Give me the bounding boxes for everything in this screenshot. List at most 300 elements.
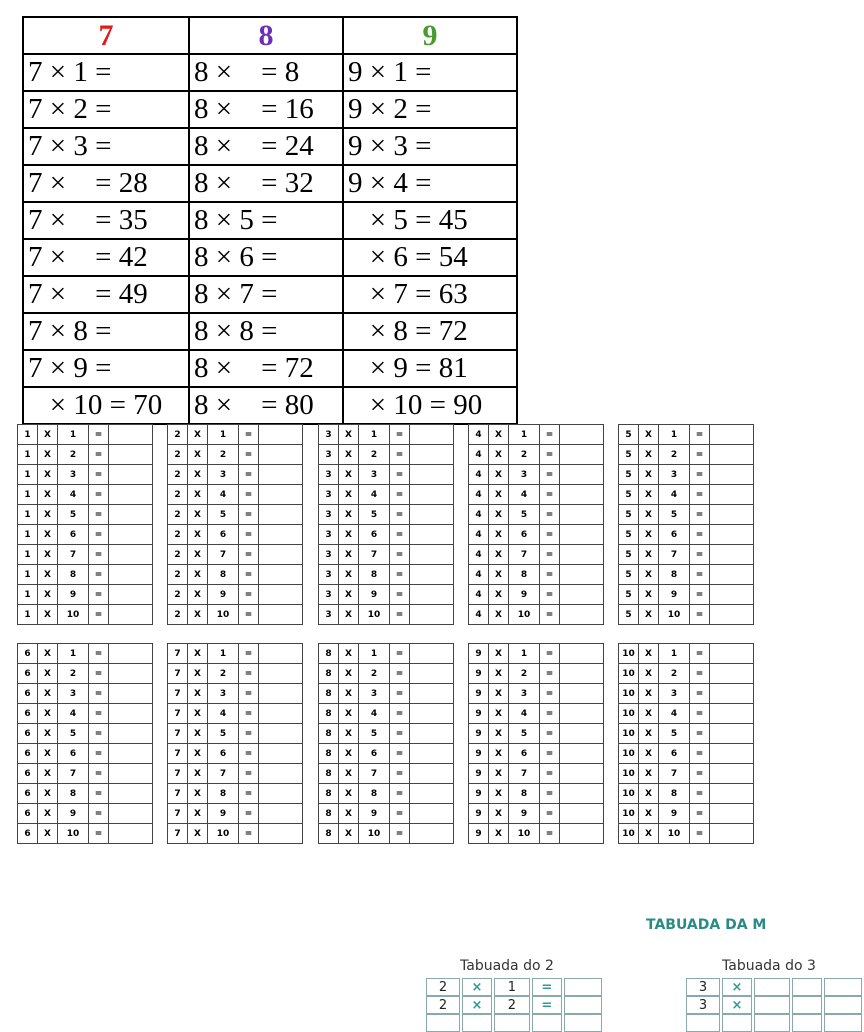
mini-cell-number: 2 — [168, 585, 188, 605]
mini-cell-answer[interactable] — [410, 784, 454, 804]
mini-cell-answer[interactable] — [259, 684, 303, 704]
mini-cell-multiplier: 3 — [208, 684, 239, 704]
mini-table-7 — [167, 643, 303, 844]
mini-cell-answer[interactable] — [259, 485, 303, 505]
mini-cell-answer[interactable] — [560, 724, 604, 744]
mini-table-row — [319, 784, 454, 804]
mini-cell-answer[interactable] — [259, 724, 303, 744]
top-table-cell: 8 × 7 = — [189, 276, 343, 313]
mini-cell-answer[interactable] — [410, 525, 454, 545]
mini-cell-multiplier: 9 — [509, 804, 540, 824]
mini-cell-answer[interactable] — [560, 804, 604, 824]
mini-cell-operator: X — [639, 724, 659, 744]
mini-cell-answer[interactable] — [410, 724, 454, 744]
mini-cell-answer[interactable] — [410, 764, 454, 784]
mini-cell-equals: = — [239, 664, 259, 684]
mini-cell-equals: = — [540, 804, 560, 824]
mini-table-row — [619, 764, 754, 784]
top-table-cell: 7 × 3 = — [23, 128, 189, 165]
top-table-row — [23, 239, 517, 276]
mini-cell-equals: = — [540, 744, 560, 764]
mini-cell-multiplier: 4 — [359, 485, 390, 505]
mini-cell-multiplier: 8 — [58, 784, 89, 804]
mini-table-row — [168, 425, 303, 445]
mini-cell-operator: X — [38, 465, 58, 485]
mini-cell-answer[interactable] — [259, 704, 303, 724]
mini-cell-operator: X — [38, 425, 58, 445]
mini-cell-answer[interactable] — [109, 664, 153, 684]
tabuada-number: 3 — [686, 996, 720, 1014]
mini-cell-answer[interactable] — [410, 565, 454, 585]
mini-cell-equals: = — [239, 804, 259, 824]
mini-cell-answer[interactable] — [710, 445, 754, 465]
tabuada-answer[interactable] — [564, 1014, 602, 1032]
mini-cell-multiplier: 7 — [509, 545, 540, 565]
mini-cell-answer[interactable] — [410, 445, 454, 465]
mini-cell-answer[interactable] — [710, 764, 754, 784]
mini-cell-multiplier: 9 — [58, 585, 89, 605]
top-table-cell: 9 × 3 = — [343, 128, 517, 165]
mini-cell-operator: X — [188, 445, 208, 465]
tabuada-equals — [792, 978, 822, 996]
mini-cell-answer[interactable] — [710, 425, 754, 445]
mini-cell-operator: X — [38, 565, 58, 585]
mini-table-row — [168, 744, 303, 764]
mini-cell-answer[interactable] — [410, 465, 454, 485]
mini-cell-answer[interactable] — [259, 565, 303, 585]
mini-table-row — [18, 704, 153, 724]
mini-cell-multiplier: 4 — [208, 704, 239, 724]
mini-cell-equals: = — [390, 605, 410, 625]
tabuada-multiplier — [754, 996, 790, 1014]
tabuada-row — [686, 1014, 862, 1032]
mini-cell-number: 9 — [469, 804, 489, 824]
mini-cell-equals: = — [390, 445, 410, 465]
mini-cell-multiplier: 6 — [509, 744, 540, 764]
mini-cell-multiplier: 1 — [359, 425, 390, 445]
mini-cell-answer[interactable] — [259, 664, 303, 684]
mini-cell-multiplier: 7 — [659, 545, 690, 565]
mini-cell-equals: = — [690, 784, 710, 804]
top-table-row — [23, 91, 517, 128]
mini-cell-answer[interactable] — [259, 545, 303, 565]
mini-cell-answer[interactable] — [710, 684, 754, 704]
mini-cell-operator: X — [38, 545, 58, 565]
mini-cell-number: 5 — [619, 465, 639, 485]
mini-cell-equals: = — [690, 764, 710, 784]
mini-cell-number: 1 — [18, 525, 38, 545]
mini-cell-number: 4 — [469, 565, 489, 585]
mini-cell-answer[interactable] — [560, 585, 604, 605]
mini-cell-operator: X — [489, 704, 509, 724]
mini-table-8 — [318, 643, 454, 844]
mini-cell-multiplier: 5 — [58, 724, 89, 744]
mini-cell-answer[interactable] — [560, 664, 604, 684]
mini-cell-operator: X — [489, 485, 509, 505]
mini-cell-answer[interactable] — [710, 784, 754, 804]
mini-cell-number: 8 — [319, 824, 339, 844]
mini-cell-answer[interactable] — [560, 784, 604, 804]
mini-cell-answer[interactable] — [710, 664, 754, 684]
top-table-row — [23, 313, 517, 350]
mini-cell-answer[interactable] — [710, 485, 754, 505]
mini-table-row — [619, 644, 754, 664]
mini-cell-number: 5 — [619, 545, 639, 565]
mini-cell-equals: = — [540, 724, 560, 744]
mini-table-row — [469, 605, 604, 625]
mini-cell-multiplier: 7 — [359, 764, 390, 784]
mini-cell-answer[interactable] — [410, 644, 454, 664]
mini-cell-answer[interactable] — [560, 565, 604, 585]
mini-cell-number: 2 — [168, 605, 188, 625]
mini-cell-number: 1 — [18, 565, 38, 585]
mini-cell-multiplier: 5 — [359, 724, 390, 744]
mini-cell-operator: X — [38, 684, 58, 704]
mini-cell-operator: X — [639, 545, 659, 565]
mini-cell-answer[interactable] — [560, 505, 604, 525]
mini-cell-multiplier: 9 — [208, 585, 239, 605]
mini-cell-equals: = — [690, 724, 710, 744]
tabuada-row — [426, 978, 602, 996]
mini-cell-answer[interactable] — [259, 525, 303, 545]
mini-cell-multiplier: 1 — [58, 644, 89, 664]
tabuada-equals: = — [532, 978, 562, 996]
mini-cell-number: 6 — [18, 724, 38, 744]
mini-cell-answer[interactable] — [410, 824, 454, 844]
mini-table-row — [619, 684, 754, 704]
mini-cell-equals: = — [540, 565, 560, 585]
mini-cell-answer[interactable] — [410, 545, 454, 565]
mini-cell-equals: = — [89, 445, 109, 465]
mini-cell-answer[interactable] — [410, 664, 454, 684]
mini-cell-answer[interactable] — [560, 605, 604, 625]
mini-table-row — [319, 644, 454, 664]
mini-cell-equals: = — [540, 445, 560, 465]
mini-cell-operator: X — [339, 425, 359, 445]
mini-table-row — [168, 724, 303, 744]
mini-cell-number: 7 — [168, 764, 188, 784]
mini-cell-answer[interactable] — [109, 585, 153, 605]
mini-cell-answer[interactable] — [410, 605, 454, 625]
mini-cell-answer[interactable] — [259, 425, 303, 445]
mini-cell-operator: X — [188, 684, 208, 704]
mini-table-row — [469, 664, 604, 684]
mini-cell-equals: = — [89, 425, 109, 445]
mini-cell-equals: = — [690, 445, 710, 465]
mini-cell-equals: = — [690, 465, 710, 485]
mini-cell-answer[interactable] — [410, 505, 454, 525]
mini-table-row — [469, 724, 604, 744]
mini-cell-answer[interactable] — [109, 804, 153, 824]
mini-cell-answer[interactable] — [710, 804, 754, 824]
mini-cell-number: 9 — [469, 664, 489, 684]
mini-cell-answer[interactable] — [109, 824, 153, 844]
mini-cell-number: 10 — [619, 684, 639, 704]
top-table-cell: 8 × = 80 — [189, 387, 343, 424]
mini-cell-equals: = — [690, 644, 710, 664]
mini-cell-multiplier: 7 — [208, 764, 239, 784]
mini-cell-equals: = — [690, 704, 710, 724]
mini-cell-number: 6 — [18, 684, 38, 704]
mini-cell-operator: X — [188, 425, 208, 445]
mini-cell-answer[interactable] — [109, 605, 153, 625]
mini-cell-answer[interactable] — [560, 445, 604, 465]
mini-cell-multiplier: 10 — [509, 824, 540, 844]
mini-cell-equals: = — [540, 525, 560, 545]
mini-cell-equals: = — [390, 784, 410, 804]
top-table-cell: 7 × = 42 — [23, 239, 189, 276]
mini-cell-operator: X — [639, 664, 659, 684]
mini-cell-answer[interactable] — [109, 485, 153, 505]
mini-cell-multiplier: 3 — [509, 684, 540, 704]
mini-table-row — [168, 565, 303, 585]
mini-cell-answer[interactable] — [259, 804, 303, 824]
mini-cell-answer[interactable] — [560, 465, 604, 485]
mini-cell-answer[interactable] — [410, 684, 454, 704]
mini-cell-number: 6 — [18, 644, 38, 664]
mini-cell-multiplier: 4 — [208, 485, 239, 505]
tabuada-answer[interactable] — [564, 978, 602, 996]
mini-cell-answer[interactable] — [259, 465, 303, 485]
mini-cell-answer[interactable] — [109, 505, 153, 525]
mini-cell-multiplier: 5 — [509, 505, 540, 525]
mini-cell-answer[interactable] — [109, 744, 153, 764]
mini-cell-operator: X — [339, 565, 359, 585]
mini-cell-answer[interactable] — [560, 824, 604, 844]
tabuada-equals — [792, 1014, 822, 1032]
mini-cell-answer[interactable] — [259, 744, 303, 764]
mini-cell-answer[interactable] — [560, 525, 604, 545]
mini-cell-answer[interactable] — [259, 585, 303, 605]
mini-cell-equals: = — [540, 764, 560, 784]
mini-cell-answer[interactable] — [710, 824, 754, 844]
mini-cell-equals: = — [239, 425, 259, 445]
mini-cell-answer[interactable] — [710, 525, 754, 545]
mini-cell-number: 10 — [619, 664, 639, 684]
mini-cell-answer[interactable] — [109, 525, 153, 545]
mini-cell-answer[interactable] — [109, 704, 153, 724]
mini-cell-answer[interactable] — [259, 824, 303, 844]
mini-cell-answer[interactable] — [560, 545, 604, 565]
mini-cell-equals: = — [540, 585, 560, 605]
tabuada-answer[interactable] — [564, 996, 602, 1014]
mini-cell-number: 7 — [168, 724, 188, 744]
mini-cell-answer[interactable] — [259, 605, 303, 625]
mini-table-row — [469, 485, 604, 505]
mini-cell-answer[interactable] — [109, 465, 153, 485]
mini-table-row — [18, 764, 153, 784]
mini-cell-answer[interactable] — [710, 505, 754, 525]
mini-cell-answer[interactable] — [710, 644, 754, 664]
mini-cell-equals: = — [540, 545, 560, 565]
mini-cell-answer[interactable] — [560, 644, 604, 664]
mini-cell-multiplier: 7 — [659, 764, 690, 784]
mini-cell-operator: X — [639, 644, 659, 664]
mini-cell-number: 10 — [619, 824, 639, 844]
top-table-row — [23, 350, 517, 387]
tabuada-operator: × — [462, 996, 492, 1014]
mini-table-row — [319, 744, 454, 764]
mini-cell-answer[interactable] — [259, 784, 303, 804]
mini-cell-number: 1 — [18, 485, 38, 505]
mini-cell-number: 9 — [469, 764, 489, 784]
mini-cell-operator: X — [339, 605, 359, 625]
mini-cell-answer[interactable] — [560, 744, 604, 764]
mini-cell-answer[interactable] — [710, 744, 754, 764]
mini-cell-operator: X — [188, 585, 208, 605]
mini-table-row — [469, 804, 604, 824]
mini-cell-operator: X — [489, 804, 509, 824]
mini-cell-operator: X — [339, 664, 359, 684]
mini-cell-number: 5 — [619, 605, 639, 625]
mini-cell-answer[interactable] — [710, 545, 754, 565]
mini-cell-operator: X — [38, 445, 58, 465]
mini-cell-answer[interactable] — [560, 485, 604, 505]
top-table-cell: 9 × 4 = — [343, 165, 517, 202]
mini-table-row — [18, 505, 153, 525]
mini-table-row — [619, 744, 754, 764]
mini-cell-equals: = — [390, 664, 410, 684]
mini-cell-answer[interactable] — [560, 704, 604, 724]
mini-cell-equals: = — [540, 824, 560, 844]
mini-cell-multiplier: 10 — [659, 824, 690, 844]
mini-cell-answer[interactable] — [109, 724, 153, 744]
mini-cell-answer[interactable] — [259, 445, 303, 465]
mini-cell-answer[interactable] — [410, 585, 454, 605]
mini-cell-multiplier: 8 — [208, 784, 239, 804]
mini-cell-operator: X — [38, 525, 58, 545]
mini-table-row — [469, 565, 604, 585]
header-7: 7 — [23, 17, 189, 54]
mini-cell-answer[interactable] — [259, 644, 303, 664]
mini-cell-multiplier: 2 — [509, 445, 540, 465]
mini-cell-operator: X — [639, 505, 659, 525]
mini-cell-answer[interactable] — [109, 565, 153, 585]
mini-cell-answer[interactable] — [259, 505, 303, 525]
mini-cell-answer[interactable] — [410, 704, 454, 724]
mini-cell-answer[interactable] — [109, 784, 153, 804]
tabuada-row — [426, 1014, 602, 1032]
mini-cell-number: 3 — [319, 545, 339, 565]
mini-cell-answer[interactable] — [259, 764, 303, 784]
mini-table-row — [469, 505, 604, 525]
tabuada-operator: × — [722, 978, 752, 996]
mini-cell-number: 7 — [168, 784, 188, 804]
mini-cell-answer[interactable] — [560, 684, 604, 704]
mini-cell-multiplier: 2 — [659, 445, 690, 465]
mini-cell-answer[interactable] — [410, 744, 454, 764]
mini-cell-equals: = — [89, 684, 109, 704]
mini-cell-number: 5 — [619, 505, 639, 525]
mini-cell-equals: = — [390, 744, 410, 764]
mini-cell-number: 7 — [168, 744, 188, 764]
mini-cell-multiplier: 6 — [509, 525, 540, 545]
mini-cell-operator: X — [188, 644, 208, 664]
mini-table-row — [168, 804, 303, 824]
mini-cell-equals: = — [390, 425, 410, 445]
mini-cell-multiplier: 8 — [659, 784, 690, 804]
mini-table-9 — [468, 643, 604, 844]
mini-cell-number: 8 — [319, 784, 339, 804]
mini-cell-operator: X — [38, 605, 58, 625]
tabuada-answer[interactable] — [824, 978, 862, 996]
mini-cell-answer[interactable] — [410, 804, 454, 824]
mini-cell-equals: = — [690, 824, 710, 844]
mini-cell-equals: = — [540, 664, 560, 684]
mini-cell-answer[interactable] — [560, 764, 604, 784]
top-table-cell: 7 × 9 = — [23, 350, 189, 387]
mini-cell-answer[interactable] — [109, 545, 153, 565]
mini-cell-equals: = — [89, 724, 109, 744]
top-table-cell: 8 × 8 = — [189, 313, 343, 350]
mini-cell-answer[interactable] — [109, 644, 153, 664]
mini-cell-multiplier: 2 — [58, 664, 89, 684]
mini-cell-answer[interactable] — [710, 724, 754, 744]
mini-cell-answer[interactable] — [410, 485, 454, 505]
mini-table-row — [619, 804, 754, 824]
tabuada-answer[interactable] — [824, 1014, 862, 1032]
mini-cell-equals: = — [390, 525, 410, 545]
top-table-cell: 7 × 2 = — [23, 91, 189, 128]
tabuada-multiplier — [494, 1014, 530, 1032]
top-table-cell: 8 × 5 = — [189, 202, 343, 239]
mini-cell-answer[interactable] — [710, 465, 754, 485]
mini-cell-answer[interactable] — [109, 684, 153, 704]
mini-cell-answer[interactable] — [710, 565, 754, 585]
mini-cell-number: 4 — [469, 445, 489, 465]
mini-cell-answer[interactable] — [109, 425, 153, 445]
mini-cell-operator: X — [38, 744, 58, 764]
mini-cell-number: 8 — [319, 644, 339, 664]
tabuada-answer[interactable] — [824, 996, 862, 1014]
mini-table-row — [168, 445, 303, 465]
mini-cell-answer[interactable] — [109, 445, 153, 465]
mini-cell-answer[interactable] — [560, 425, 604, 445]
mini-cell-answer[interactable] — [710, 585, 754, 605]
mini-cell-equals: = — [239, 764, 259, 784]
mini-cell-operator: X — [339, 525, 359, 545]
mini-cell-operator: X — [188, 605, 208, 625]
mini-cell-multiplier: 7 — [509, 764, 540, 784]
mini-cell-answer[interactable] — [710, 605, 754, 625]
mini-cell-equals: = — [540, 684, 560, 704]
mini-cell-multiplier: 1 — [509, 425, 540, 445]
mini-cell-multiplier: 10 — [509, 605, 540, 625]
mini-cell-multiplier: 9 — [509, 585, 540, 605]
mini-table-row — [469, 764, 604, 784]
mini-cell-equals: = — [89, 505, 109, 525]
mini-cell-multiplier: 10 — [58, 605, 89, 625]
top-table-cell: 8 × = 8 — [189, 54, 343, 91]
mini-cell-answer[interactable] — [710, 704, 754, 724]
mini-cell-equals: = — [690, 585, 710, 605]
mini-table-row — [18, 684, 153, 704]
mini-table-row — [168, 644, 303, 664]
mini-cell-operator: X — [339, 704, 359, 724]
mini-table-row — [319, 565, 454, 585]
mini-table-row — [168, 525, 303, 545]
top-table-cell: 7 × 8 = — [23, 313, 189, 350]
tabuada-row — [426, 996, 602, 1014]
mini-table-row — [18, 744, 153, 764]
mini-cell-answer[interactable] — [410, 425, 454, 445]
tabuada-number — [686, 1014, 720, 1032]
mini-cell-operator: X — [188, 724, 208, 744]
mini-cell-answer[interactable] — [109, 764, 153, 784]
tabuada-operator: × — [722, 996, 752, 1014]
mini-cell-number: 9 — [469, 784, 489, 804]
mini-cell-number: 7 — [168, 804, 188, 824]
